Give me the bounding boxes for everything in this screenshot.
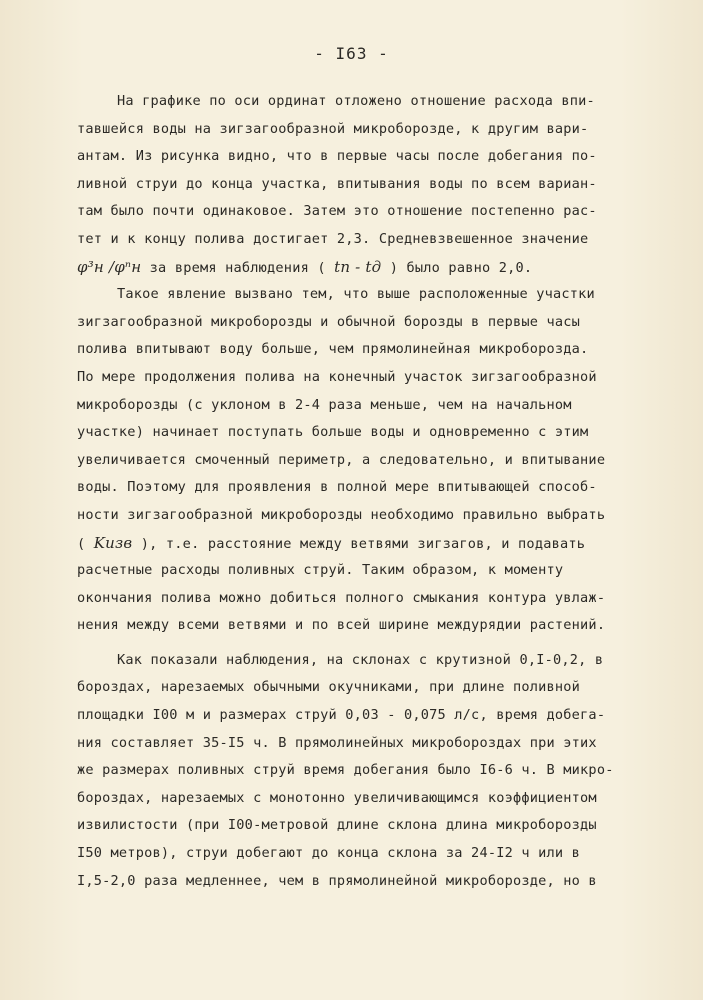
text-line: площадки I00 м и размерах струй 0,03 - 0,075 л/с, время добега- (77, 707, 606, 724)
text-line: извилистости (при I00-метровой длине склона длина микроборозды (77, 817, 597, 834)
text-line: нения между всеми ветвями и по всей ширине междурядии растений. (77, 617, 606, 634)
text-line: бороздах, нарезаемых с монотонно увеличивающимся коэффициентом (77, 789, 597, 806)
text-line: тавшейся воды на зигзагообразной микроборозде, к другим вари- (77, 120, 589, 137)
text-line: На графике по оси ординат отложено отношение расхода впи- (117, 93, 595, 109)
text-line: I,5-2,0 раза медленнее, чем в прямолинейной микроборозде, но в (77, 872, 597, 889)
formula-line (77, 530, 637, 558)
text-line: ности зигзагообразной микроборозды необходимо правильно выбрать (77, 506, 606, 523)
text-line: I50 метров), струи добегают до конца склона за 24-I2 ч или в (77, 845, 581, 862)
page-number: - I63 - (314, 44, 389, 63)
formula-line (77, 254, 637, 282)
text-line: окончания полива можно добиться полного смыкания контура увлаж- (77, 589, 606, 606)
text-line: воды. Поэтому для проявления в полной мере впитывающей способ- (77, 479, 597, 496)
text-line: бороздах, нарезаемых обычными окучниками, при длине поливной (77, 679, 581, 696)
text-line: зигзагообразной микроборозды и обычной борозды в первые часы (77, 313, 581, 330)
text-line: расчетные расходы поливных струй. Таким образом, к моменту (77, 562, 564, 579)
paragraph-2 (77, 281, 637, 640)
text-line: ливной струи до конца участка, впитывания воды по всем вариан- (77, 175, 597, 192)
text-line: Как показали наблюдения, на склонах с крутизной 0,I-0,2, в (117, 651, 604, 668)
paragraph-3 (77, 647, 637, 895)
body-text (77, 88, 637, 895)
text-line: полива впитывают воду больше, чем прямолинейная микроборозда. (77, 341, 589, 358)
formula-text: ) было равно 2,0. (381, 259, 533, 276)
ratio-formula: φ³н /φⁿн (77, 257, 142, 276)
text-line: увеличивается смоченный периметр, а следовательно, и впитывание (77, 451, 606, 468)
paragraph-gap (77, 640, 637, 647)
text-line: Такое явление вызвано тем, что выше расположенные участки (117, 286, 595, 303)
text-line: тет и к концу полива достигает 2,3. Средневзвешенное значение (77, 230, 589, 247)
text-line: По мере продолжения полива на конечный участок зигзагообразной (77, 368, 597, 385)
text-line: ния составляет 35-I5 ч. В прямолинейных микробороздах при этих (77, 734, 597, 751)
formula-text: за время наблюдения ( (141, 259, 335, 276)
text-line: антам. Из рисунка видно, что в первые часы после добегания по- (77, 148, 597, 165)
text-line: же размерах поливных струй время добегания было I6-6 ч. В микро- (77, 762, 614, 779)
text-line: микроборозды (с уклоном в 2-4 раза меньше, чем на начальном (77, 396, 572, 413)
coefficient-formula: Kизв (93, 533, 133, 552)
formula-text: ), т.е. расстояние между ветвями зигзагов, и подавать (132, 535, 586, 552)
paragraph-1 (77, 88, 637, 281)
text-line: там было почти одинаковое. Затем это отношение постепенно рас- (77, 203, 597, 220)
text-line: участке) начинает поступать больше воды и одновременно с этим (77, 424, 589, 441)
interval-formula: tп - tд (334, 257, 382, 276)
formula-text: ( (77, 535, 94, 552)
